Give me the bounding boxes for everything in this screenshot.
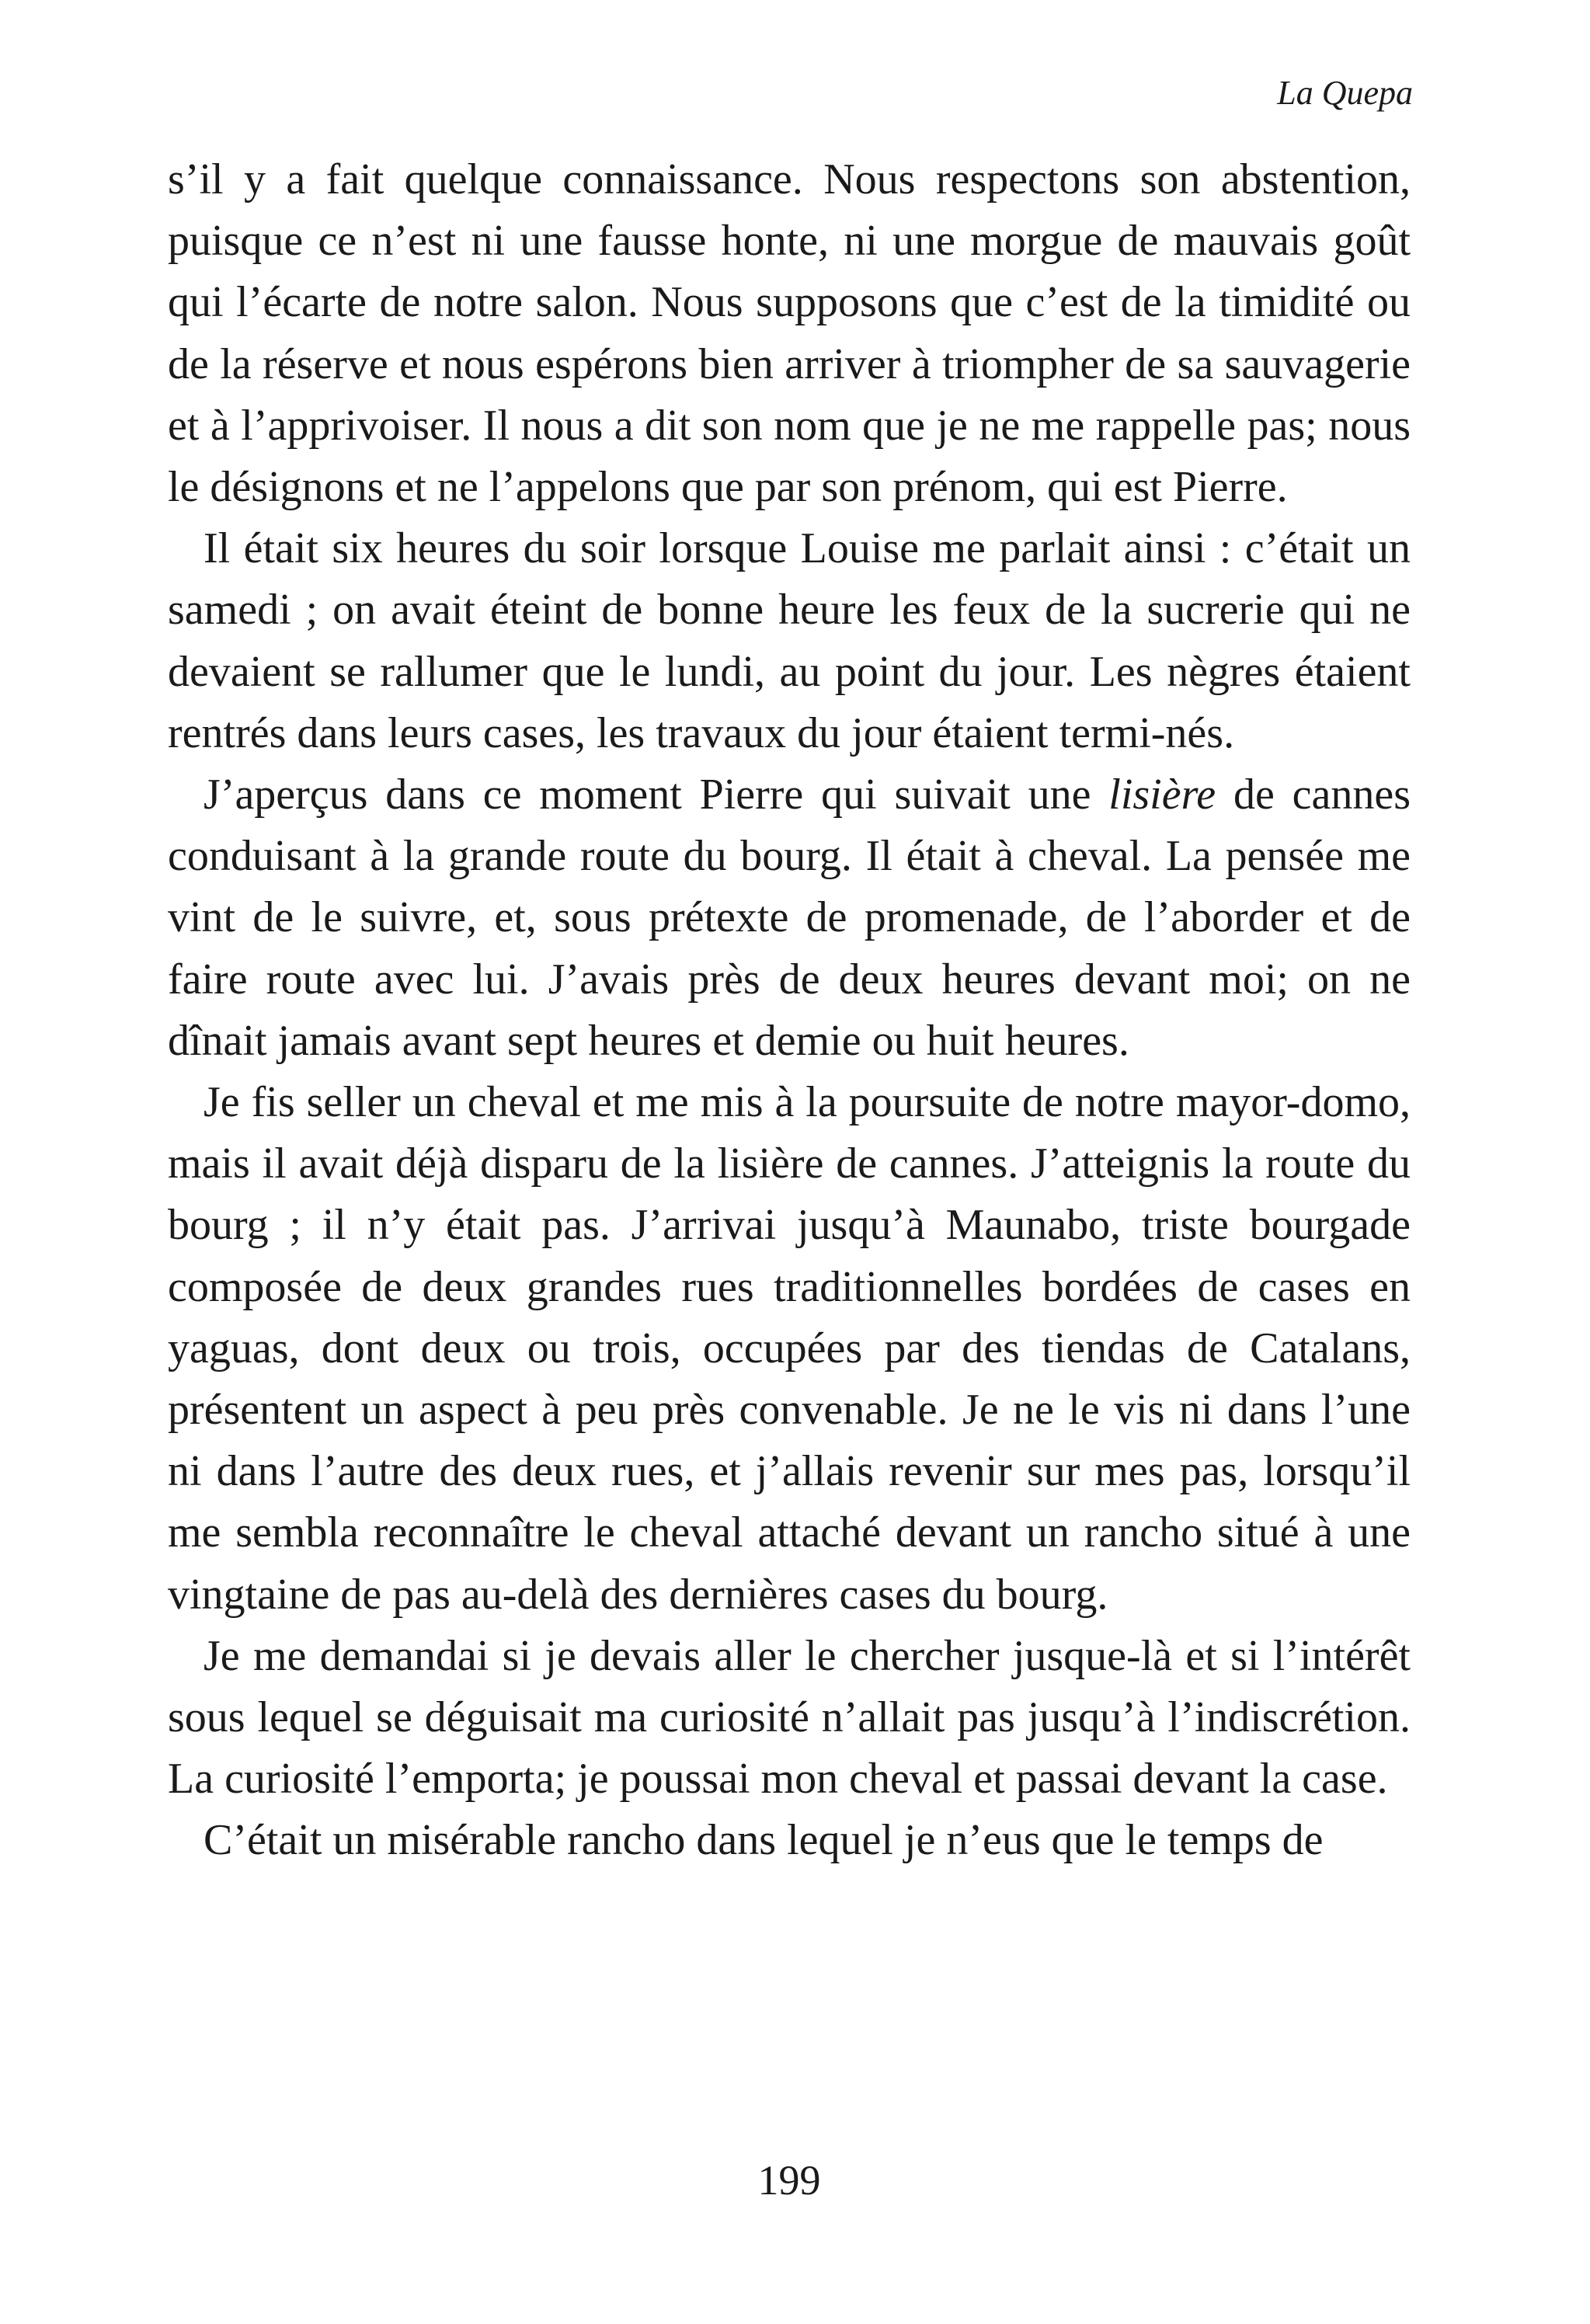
paragraph: Je fis seller un cheval et me mis à la poursuite de notre mayor-domo, mais il avait déjà disparu de la lisière de cannes. J’atteignis la route du bourg ; il n’y était pas. J’arrivai jusqu’à Maunabo, triste bourgade composée de deux grandes rues traditionnelles bordées de cases en yaguas, dont deux ou trois, occupées par des tiendas de Catalans, présentent un aspect à peu près convenable. Je ne le vis ni dans l’une ni dans l’autre des deux rues, et j’allais revenir sur mes pas, lorsqu’il me sembla reconnaître le cheval attaché devant un rancho situé à une vingtaine de pas au-delà des dernières cases du bourg.: [168, 1078, 1411, 1619]
body-text: [168, 149, 1411, 1872]
running-head: La Quepa: [1277, 74, 1413, 112]
paragraph: [168, 764, 1411, 1072]
paragraph: Je me demandai si je devais aller le chercher jusque-là et si l’intérêt sous lequel se déguisait ma curiosité n’allait pas jusqu’à l’indiscrétion. La curiosité l’emporta; je poussai mon cheval et passai devant la case.: [168, 1631, 1411, 1804]
italic-term: lisière: [1108, 771, 1216, 819]
paragraph-continuation: s’il y a fait quelque connaissance. Nous respectons son abstention, puisque ce n’est ni une fausse honte, ni une morgue de mauvais goût qui l’écarte de notre salon. Nous supposons que c’est de la timidité ou de la réserve et nous espérons bien arriver à triompher de sa sauvagerie et à l’apprivoiser. Il nous a dit son nom que je ne me rappelle pas; nous le désignons et ne l’appelons que par son prénom, qui est Pierre.: [168, 155, 1411, 512]
paragraph-text: de cannes conduisant à la grande route du bourg. Il était à cheval. La pensée me vint de le suivre, et, sous prétexte de promenade, de l’aborder et de faire route avec lui. J’avais près de deux heures devant moi; on ne dînait jamais avant sept heures et demie ou huit heures.: [168, 771, 1411, 1065]
paragraph: Il était six heures du soir lorsque Louise me parlait ainsi : c’était un samedi ; on avait éteint de bonne heure les feux de la sucrerie qui ne devaient se rallumer que le lundi, au point du jour. Les nègres étaient rentrés dans leurs cases, les travaux du jour étaient termi-nés.: [168, 524, 1411, 757]
page-number: 199: [757, 2157, 821, 2204]
paragraph-text: J’aperçus dans ce moment Pierre qui suivait une: [204, 771, 1109, 819]
paragraph: C’était un misérable rancho dans lequel je n’eus que le temps de: [204, 1816, 1324, 1865]
